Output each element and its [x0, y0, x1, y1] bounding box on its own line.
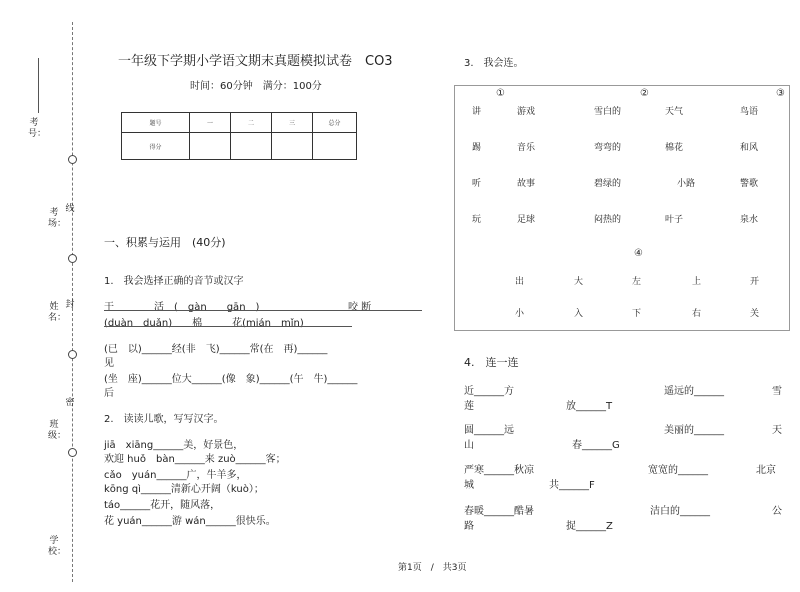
- link-item-d: 山: [464, 440, 474, 451]
- match-cell: 碧绿的: [594, 179, 622, 189]
- link-item-c: 公: [772, 506, 782, 517]
- match-cell: 足球: [517, 215, 536, 225]
- matching-box: [454, 85, 790, 331]
- marker-3: ③: [776, 88, 785, 99]
- link-item-d: 路: [464, 521, 474, 532]
- section4-title: 4. 连一连: [464, 356, 519, 369]
- exam-number-line: [38, 58, 39, 113]
- q1-line3-tail: 见: [104, 358, 114, 369]
- link-item-a: 春暖______酷暑: [464, 506, 534, 517]
- q1-line4: (坐 座)______位大______(像 象)______(午 牛)______: [104, 374, 358, 385]
- match-cell: 棉花: [665, 143, 684, 153]
- q1-line2: (duàn duǎn) 棉 花(mián mǐn): [104, 318, 304, 329]
- binding-hole: [68, 254, 77, 263]
- link-item-c: 天: [772, 425, 782, 436]
- link-item-b: 洁白的______: [650, 506, 710, 517]
- match-cell: 游戏: [517, 107, 536, 117]
- link-item-d: 城: [464, 480, 474, 491]
- match-cell: 踢: [472, 143, 482, 153]
- q1-line1-underline: [104, 310, 422, 311]
- opposite-cell: 大: [574, 277, 584, 287]
- q2-line: cǎo yuán______广，牛羊多，: [104, 470, 247, 481]
- q1-line2-underline: [104, 326, 352, 327]
- binding-hole: [68, 350, 77, 359]
- sidebar-label-exam-room: 考场：: [48, 208, 67, 229]
- page-title: 一年级下学期小学语文期末真题模拟试卷 CO3: [118, 54, 393, 69]
- opposite-cell: 关: [750, 309, 760, 319]
- match-cell: 音乐: [517, 143, 536, 153]
- score-header-cell: 一: [190, 113, 231, 133]
- match-cell: 叶子: [665, 215, 684, 225]
- sidebar-label-name: 姓名：: [48, 302, 67, 323]
- link-item-b: 宽宽的______: [648, 465, 708, 476]
- score-cell[interactable]: [190, 133, 231, 160]
- page-footer: 第1页 / 共3页: [398, 563, 467, 573]
- match-cell: 玩: [472, 215, 482, 225]
- link-item-e: 共______F: [549, 480, 595, 491]
- score-header-cell: 题号: [122, 113, 190, 133]
- link-item-a: 严寒______秋凉: [464, 465, 534, 476]
- q2-line: táo______花开，随风落，: [104, 500, 221, 511]
- match-cell: 雪白的: [594, 107, 622, 117]
- marker-2: ②: [640, 88, 649, 99]
- match-cell: 和风: [740, 143, 759, 153]
- link-item-c: 雪: [772, 386, 782, 397]
- q1-line1-left: 干 活 ( gàn gān ): [104, 302, 260, 313]
- q1-line1-right: 咬 断: [348, 302, 372, 313]
- match-cell: 听: [472, 179, 482, 189]
- section3-title: 3. 我会连。: [464, 58, 524, 69]
- opposite-cell: 出: [515, 277, 525, 287]
- opposite-cell: 右: [692, 309, 702, 319]
- q2-line: 花 yuán______游 wán______很快乐。: [104, 516, 276, 527]
- match-cell: 警歌: [740, 179, 759, 189]
- link-item-a: 近______方: [464, 386, 514, 397]
- score-cell[interactable]: [313, 133, 357, 160]
- sidebar-label-exam-number: 考号：: [28, 118, 47, 139]
- q1-line3: (已 以)______经(非 飞)______常(在 再)______: [104, 344, 328, 355]
- q2-line: kōng qì______清新心开阔（kuò）；: [104, 484, 264, 495]
- match-cell: 天气: [665, 107, 684, 117]
- sidebar-label-class: 班级：: [48, 420, 67, 441]
- match-cell: 闷热的: [594, 215, 622, 225]
- score-table: [121, 112, 357, 160]
- q2-line: jiā xiāng______美，好景色，: [104, 440, 244, 451]
- sidebar-label-school: 学校：: [48, 536, 67, 557]
- binding-hole: [68, 448, 77, 457]
- score-cell[interactable]: [272, 133, 313, 160]
- link-item-e: 放______T: [566, 401, 613, 412]
- binding-hole: [68, 155, 77, 164]
- link-item-d: 莲: [464, 401, 474, 412]
- link-item-b: 美丽的______: [664, 425, 724, 436]
- q1-line4-tail: 后: [104, 388, 114, 399]
- link-item-a: 圆______远: [464, 425, 514, 436]
- marker-1: ①: [496, 88, 505, 99]
- opposite-cell: 左: [632, 277, 642, 287]
- link-item-c: 北京: [756, 465, 776, 476]
- match-cell: 讲: [472, 107, 482, 117]
- link-item-b: 遥远的______: [664, 386, 724, 397]
- opposite-cell: 上: [692, 277, 702, 287]
- link-item-e: 捉______Z: [566, 521, 613, 532]
- score-row-label: 得分: [122, 133, 190, 160]
- score-header-cell: 总分: [313, 113, 357, 133]
- opposite-cell: 小: [515, 309, 525, 319]
- q1-title: 1. 我会选择正确的音节或汉字: [104, 276, 244, 287]
- q2-title: 2. 读读儿歌，写写汉字。: [104, 414, 224, 425]
- match-cell: 弯弯的: [594, 143, 622, 153]
- score-header-cell: 二: [231, 113, 272, 133]
- match-cell: 鸟语: [740, 107, 759, 117]
- opposite-cell: 开: [750, 277, 760, 287]
- marker-4: ④: [634, 248, 643, 259]
- seal-char-secret: 密: [65, 398, 75, 408]
- seal-char-line: 线: [65, 204, 75, 214]
- score-header-cell: 三: [272, 113, 313, 133]
- score-cell[interactable]: [231, 133, 272, 160]
- section1-heading: 一、积累与运用 (40分): [104, 236, 226, 249]
- match-cell: 故事: [517, 179, 536, 189]
- opposite-cell: 入: [574, 309, 584, 319]
- link-item-e: 春______G: [572, 440, 620, 451]
- match-cell: 泉水: [740, 215, 759, 225]
- q2-line: 欢迎 huǒ bàn______来 zuò______客；: [104, 454, 286, 465]
- time-info: 时间：60分钟 满分：100分: [190, 81, 322, 92]
- match-cell: 小路: [677, 179, 696, 189]
- opposite-cell: 下: [632, 309, 642, 319]
- seal-char-seal: 封: [65, 300, 75, 310]
